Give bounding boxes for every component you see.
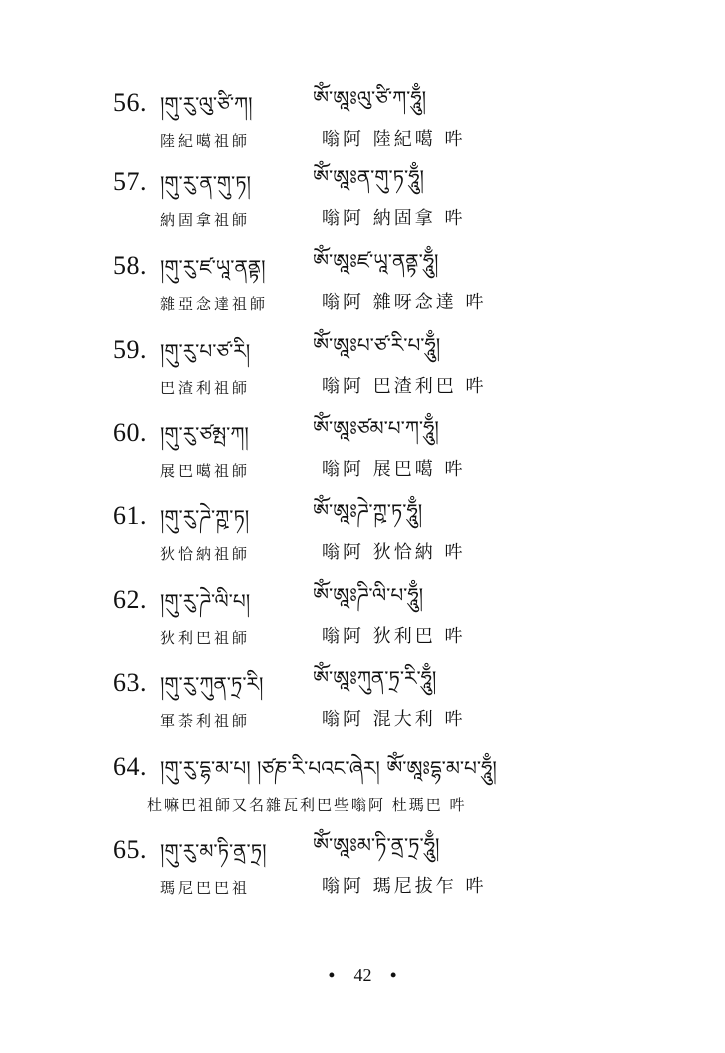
chinese-name: 納固拿祖師 <box>160 211 251 229</box>
tibetan-mantra: ཨོཾ་ཨཱཿཀུན་ཏྲ་རི་ཧཱུྃ། <box>313 666 437 690</box>
chinese-name: 雜亞念達祖師 <box>160 295 269 313</box>
tibetan-mantra: ཨོཾ་ཨཱཿཔ་ཙ་རི་པ་ཧཱུྃ། <box>313 333 441 357</box>
tibetan-title: །གུ་རུ་དྷ་མ་པ། །ཙཎ་རི་པའང་ཞེར། ཨོཾ་ཨཱཿདྷ་མ་པ་ཧཱུྃ། <box>160 756 497 780</box>
tibetan-title: །གུ་རུ་ལུ་ཙི་ཀ། <box>160 92 253 116</box>
tibetan-title: །གུ་རུ་པ་ཙ་རི། <box>160 339 251 363</box>
chinese-name: 瑪尼巴巴祖 <box>160 879 251 897</box>
chinese-name: 杜嘛巴祖師又名雜瓦利巴些嗡阿 杜瑪巴 吽 <box>147 796 467 814</box>
chinese-name: 巴渣利祖師 <box>160 379 251 397</box>
entry-number: 64. <box>113 752 147 781</box>
chinese-mantra: 嗡阿 展巴噶 吽 <box>322 459 466 480</box>
tibetan-mantra: ཨོཾ་ཨཱཿཙམ་པ་ཀ་ཧཱུྃ། <box>313 416 439 440</box>
tibetan-mantra: ཨོཾ་ཨཱཿཌི་ལི་པ་ཧཱུྃ། <box>313 583 424 607</box>
chinese-name: 展巴噶祖師 <box>160 462 251 480</box>
tibetan-title: །གུ་རུ་ན་གུ་ཏ། <box>160 171 251 195</box>
entry-number: 65. <box>113 835 147 864</box>
chinese-name: 狄利巴祖師 <box>160 629 251 647</box>
bullet-mark-right: • <box>390 965 397 985</box>
chinese-mantra: 嗡阿 狄恰納 吽 <box>322 542 466 563</box>
chinese-name: 軍荼利祖師 <box>160 712 251 730</box>
tibetan-mantra: ཨོཾ་ཨཱཿལུ་ཙི་ཀ་ཧཱུྃ། <box>313 86 427 110</box>
entry-number: 61. <box>113 501 147 530</box>
entry-number: 62. <box>113 585 147 614</box>
chinese-mantra: 嗡阿 陸紀噶 吽 <box>322 129 466 150</box>
chinese-name: 陸紀噶祖師 <box>160 132 251 150</box>
entry-number: 59. <box>113 335 147 364</box>
tibetan-mantra: ཨོཾ་ཨཱཿམ་ཏི་ནྲ་ཏྲ་ཧཱུྃ། <box>313 833 440 857</box>
chinese-mantra: 嗡阿 混大利 吽 <box>322 709 466 730</box>
tibetan-title: །གུ་རུ་ཌེ་ལི་པ། <box>160 589 251 613</box>
entry-number: 58. <box>113 251 147 280</box>
chinese-mantra: 嗡阿 雜呀念達 吽 <box>322 292 487 313</box>
page-number-value: 42 <box>353 965 372 985</box>
tibetan-title: །གུ་རུ་ཛ་ཡཱ་ནནྟ། <box>160 255 266 279</box>
page-number <box>0 963 725 987</box>
chinese-mantra: 嗡阿 狄利巴 吽 <box>322 626 466 647</box>
entry-number: 60. <box>113 418 147 447</box>
tibetan-title: །གུ་རུ་ཀུན་ཏྲ་རི། <box>160 672 264 696</box>
chinese-mantra: 嗡阿 巴渣利巴 吽 <box>322 376 487 397</box>
entry-number: 57. <box>113 167 147 196</box>
entry-number: 63. <box>113 668 147 697</box>
entry-number: 56. <box>113 88 147 117</box>
chinese-mantra: 嗡阿 瑪尼拔乍 吽 <box>322 876 487 897</box>
tibetan-title: །གུ་རུ་ཌེ་ཀྵ་ཏ། <box>160 505 250 529</box>
tibetan-title: །གུ་རུ་ཙམྤ་ཀ། <box>160 422 249 446</box>
bullet-mark-left: • <box>328 965 335 985</box>
tibetan-title: །གུ་རུ་མ་ཏི་ནྲ་ཏྲ། <box>160 839 267 863</box>
chinese-mantra: 嗡阿 納固拿 吽 <box>322 208 466 229</box>
tibetan-mantra: ཨོཾ་ཨཱཿཌེ་ཀྵ་ཏ་ཧཱུྃ། <box>313 499 423 523</box>
tibetan-mantra: ཨོཾ་ཨཱཿཛ་ཡཱ་ནནྟ་ཧཱུྃ། <box>313 249 439 273</box>
tibetan-mantra: ཨོཾ་ཨཱཿན་གུ་ཏ་ཧཱུྃ། <box>313 165 424 189</box>
chinese-name: 狄恰納祖師 <box>160 545 251 563</box>
